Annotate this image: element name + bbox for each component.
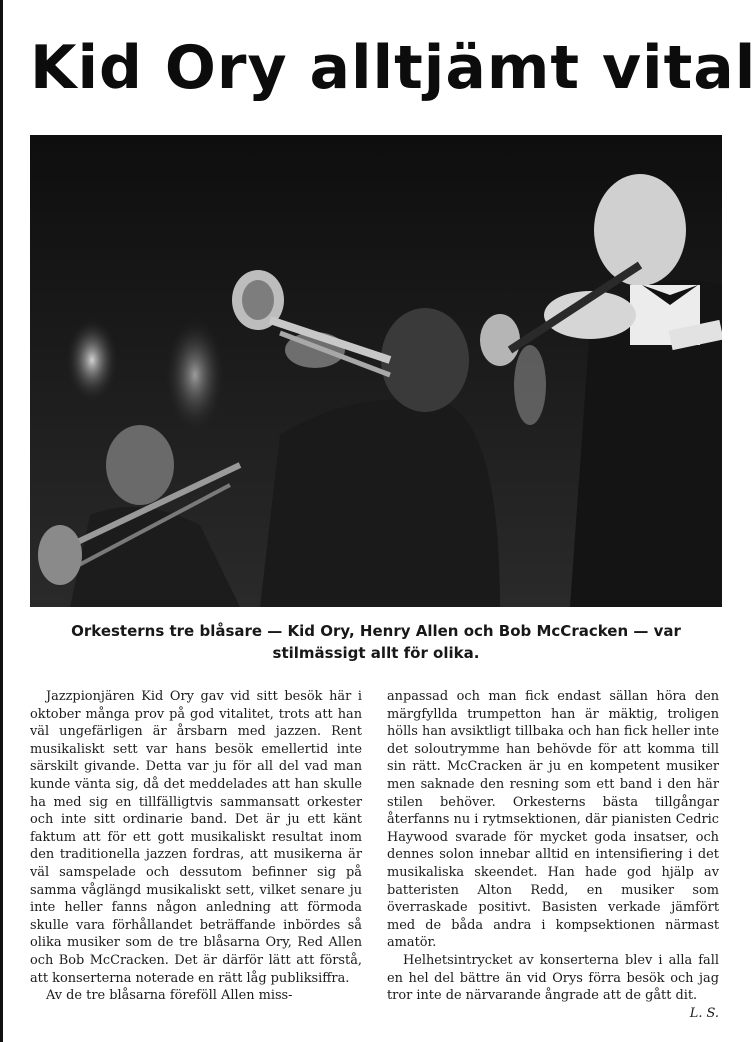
author-signature: L. S.: [689, 1005, 719, 1021]
photo-caption: Orkesterns tre blåsare — Kid Ory, Henry Allen och Bob McCracken — var stilmässigt allt för olika.: [71, 622, 681, 662]
headline: Kid Ory alltjämt vital: [30, 33, 756, 103]
article-paragraph-text: Helhetsintrycket av konserterna blev i alla fall en hel del bättre än vid Orys förra besök och jag tror inte de närvarande ångrade att de gått dit.: [387, 952, 719, 1004]
article-column-left: [30, 688, 362, 1005]
article-column-right: [387, 688, 719, 1022]
article-paragraph: Jazzpionjären Kid Ory gav vid sitt besök här i oktober många prov på god vitalitet, trots att han väl ungefärligen är årsbarn med jazzen. Rent musikaliskt sett var hans besök emellertid inte särskilt givande. Detta var ju för all del vad man kunde vänta sig, då det meddelades att han skulle ha med sig en tillfälligtvis sammansatt orkester och inte sitt ordinarie band. Det är ju ett känt faktum att för ett gott musikaliskt resultat inom den traditionella jazzen fordras, att musikerna är väl samspelade och dessutom befinner sig på samma våglängd musikaliskt sett, vilket senare ju inte heller fanns någon anledning att förmoda skulle vara förhållandet beträffande inbördes så olika musiker som de tre blåsarna Ory, Red Allen och Bob McCracken. Det är därför lätt att förstå, att konserterna noterade en rätt låg publiksiffra.: [30, 689, 362, 986]
article-paragraph: anpassad och man fick endast sällan höra den märgfyllda trumpetton han är mäktig, troligen hölls han avsiktligt tillbaka och han fick heller inte det soloutrymme han behövde för att komma till sin rätt. McCracken är ju en kompetent musiker men saknade den resning som ett band i den här stilen behöver. Orkesterns bästa tillgångar återfanns nu i rytmsektionen, där pianisten Cedric Haywood svarade för mycket goda insatser, och dennes solon innebar alltid en intensifiering i det musikaliska skeendet. Han hade god hjälp av batteristen Alton Redd, en musiker som överraskade positivt. Basisten verkade jämfört med de båda andra i kompsektionen närmast amatör.: [387, 689, 719, 951]
article-paragraph: Av de tre blåsarna föreföll Allen miss-: [46, 988, 293, 1004]
article-paragraph-last: [387, 952, 719, 1021]
concert-photo: [30, 135, 722, 607]
margin-rule: [0, 0, 3, 1042]
